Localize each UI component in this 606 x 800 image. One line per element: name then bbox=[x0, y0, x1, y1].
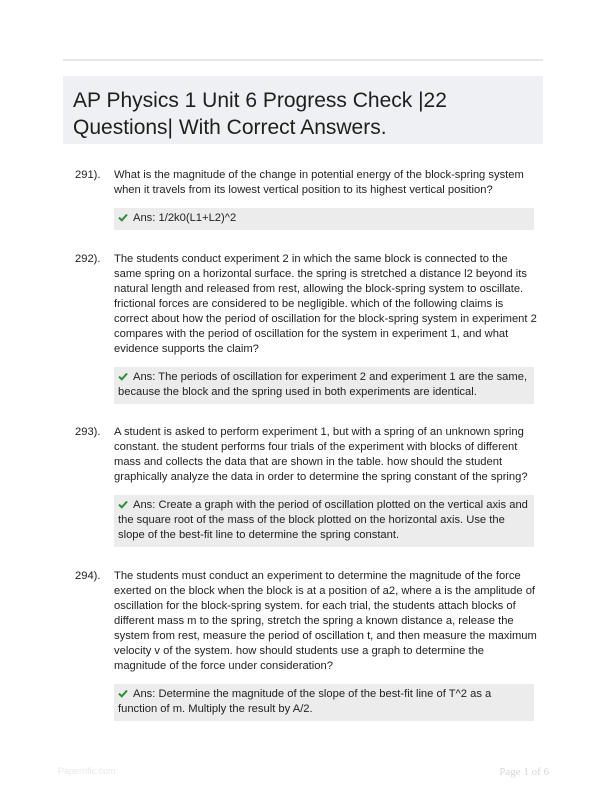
question-item bbox=[63, 168, 543, 230]
answer-text: Ans: The periods of oscillation for experiment 2 and experiment 1 are the same, because the block and the spring used in both experiments are identical. bbox=[118, 371, 528, 398]
question-number: 294). bbox=[75, 570, 101, 582]
page-title: AP Physics 1 Unit 6 Progress Check |22 Questions| With Correct Answers. bbox=[73, 89, 447, 139]
question-number: 291). bbox=[75, 169, 101, 181]
title-banner bbox=[63, 76, 543, 144]
page-indicator: Page 1 of 6 bbox=[499, 766, 549, 778]
footer-watermark: Paperrific.com bbox=[58, 766, 116, 776]
question-text: What is the magnitude of the change in potential energy of the block-spring system when it travels from its lowest vertical position to its highest vertical position? bbox=[114, 169, 524, 196]
question-text: The students must conduct an experiment to determine the magnitude of the force exerted on the block when the block is at a position of a2, where a is the amplitude of oscillation for the block-spring system. for each trial, the students attach blocks of different mass m to the spring, stretch the spring a known distance a, release the system from rest, measure the period of oscillation t, and then measure the maximum velocity v of the system. how should students use a graph to determine the magnitude of the force under consideration? bbox=[114, 570, 537, 672]
checkmark-icon bbox=[118, 498, 128, 513]
question-text: A student is asked to perform experiment 1, but with a spring of an unknown spring constant. the student performs four trials of the experiment with blocks of different mass and collects the data that are shown in the table. how should the student graphically analyze the data in order to determine the spring constant of the spring? bbox=[114, 426, 528, 483]
answer-text: Ans: Determine the magnitude of the slope of the best-fit line of T^2 as a function of m. Multiply the result by A/2. bbox=[118, 688, 492, 715]
question-item bbox=[63, 569, 543, 721]
question-number: 293). bbox=[75, 426, 101, 438]
question-item bbox=[63, 425, 543, 547]
answer-box bbox=[114, 495, 534, 547]
checkmark-icon bbox=[118, 687, 128, 702]
question-item bbox=[63, 252, 543, 404]
checkmark-icon bbox=[118, 211, 128, 226]
top-divider bbox=[63, 59, 543, 61]
answer-box bbox=[114, 684, 534, 721]
question-number: 292). bbox=[75, 253, 101, 265]
answer-box bbox=[114, 367, 534, 404]
answer-box bbox=[114, 208, 534, 230]
question-text: The students conduct experiment 2 in which the same block is connected to the same spring on a horizontal surface. the spring is stretched a distance l2 beyond its natural length and released from rest, allowing the block-spring system to oscillate. frictional forces are considered to be negligible. which of the following claims is correct about how the period of oscillation for the block-spring system in experiment 2 compares with the period of oscillation for the system in experiment 1, and what evidence supports the claim? bbox=[114, 253, 537, 355]
checkmark-icon bbox=[118, 370, 128, 385]
answer-text: Ans: 1/2k0(L1+L2)^2 bbox=[133, 212, 237, 224]
answer-text: Ans: Create a graph with the period of oscillation plotted on the vertical axis and the square root of the mass of the block plotted on the horizontal axis. Use the slope of the best-fit line to determine the spring constant. bbox=[118, 499, 528, 541]
